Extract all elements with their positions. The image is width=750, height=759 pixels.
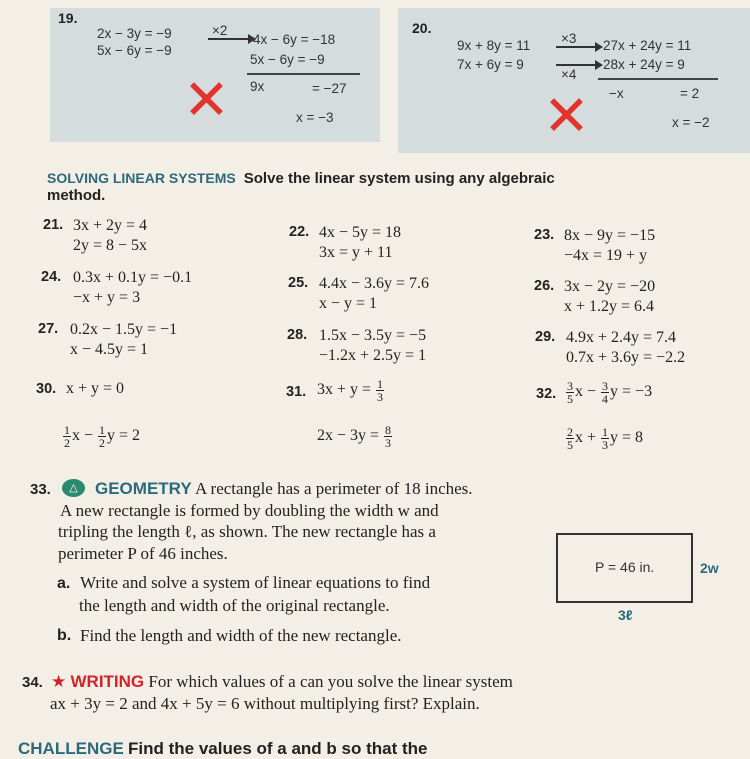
numerator: 1 bbox=[99, 423, 106, 437]
section-instruction-cont: method. bbox=[47, 187, 106, 204]
fraction bbox=[98, 424, 106, 449]
exercise-eq1: 4x − 5y = 18 bbox=[319, 224, 402, 241]
exercise-eq2: x + 1.2y = 6.4 bbox=[564, 298, 655, 315]
exercise-eq1: 4.9x + 2.4y = 7.4 bbox=[566, 329, 677, 346]
term: 2x − 3y = bbox=[317, 427, 380, 445]
problem-20-number: 20. bbox=[412, 20, 432, 36]
problem-34-number: 34. bbox=[22, 674, 43, 691]
figure-width-label: 2w bbox=[700, 560, 719, 576]
problem-20-scaled-eq2: 28x + 24y = 9 bbox=[603, 57, 685, 72]
arrow-head-icon bbox=[595, 60, 603, 70]
exercise-eq1: 0.3x + 0.1y = −0.1 bbox=[73, 269, 193, 286]
part-a-line2: the length and width of the original rectangle. bbox=[79, 596, 390, 615]
denominator: 2 bbox=[64, 436, 70, 450]
section-heading: SOLVING LINEAR SYSTEMS bbox=[47, 170, 236, 186]
term: y = 2 bbox=[107, 427, 141, 445]
fraction bbox=[601, 380, 609, 405]
exercise-28 bbox=[287, 326, 427, 364]
denominator: 3 bbox=[377, 390, 384, 404]
exercise-number: 22. bbox=[289, 224, 310, 240]
term: x + bbox=[575, 429, 597, 447]
exercise-eq2: x − 4.5y = 1 bbox=[70, 341, 149, 358]
denominator: 3 bbox=[602, 438, 609, 452]
exercise-32-eq2 bbox=[565, 426, 643, 451]
exercise-number: 26. bbox=[534, 278, 555, 294]
section-instruction: Solve the linear system using any algebraic bbox=[243, 170, 555, 187]
problem-19-eq2: 5x − 6y = −9 bbox=[97, 43, 172, 58]
term: x − bbox=[72, 427, 94, 445]
exercise-eq1: 3x − 2y = −20 bbox=[564, 278, 656, 295]
numerator: 1 bbox=[64, 423, 70, 437]
figure-length-label: 3ℓ bbox=[618, 607, 633, 623]
numerator: 1 bbox=[377, 377, 384, 391]
exercise-22 bbox=[289, 223, 402, 261]
exercise-30-eq1: x + y = 0 bbox=[66, 380, 125, 397]
fraction bbox=[63, 424, 71, 449]
geometry-label: GEOMETRY bbox=[95, 479, 192, 498]
exercise-32-eq1 bbox=[565, 380, 652, 405]
part-b-line1: Find the length and width of the new rectangle. bbox=[80, 626, 402, 645]
problem-20-eq1: 9x + 8y = 11 bbox=[457, 38, 531, 53]
part-a-line1: Write and solve a system of linear equations to find bbox=[80, 573, 431, 592]
exercise-eq1: 1.5x − 3.5y = −5 bbox=[319, 327, 427, 344]
exercise-eq1: 8x − 9y = −15 bbox=[564, 227, 656, 244]
exercise-eq2: −4x = 19 + y bbox=[564, 247, 648, 264]
exercise-number: 23. bbox=[534, 227, 555, 243]
problem-20-sum-line bbox=[598, 78, 718, 80]
problem-20-multiplier-1: ×3 bbox=[561, 31, 577, 46]
problem-19-result-left: 9x bbox=[250, 79, 265, 94]
exercise-21 bbox=[43, 216, 148, 254]
challenge-label: CHALLENGE bbox=[18, 739, 124, 758]
fraction bbox=[384, 424, 392, 449]
exercise-eq1: 4.4x − 3.6y = 7.6 bbox=[319, 275, 430, 292]
problem-33-line1 bbox=[95, 478, 473, 499]
problem-20-result-left: −x bbox=[609, 86, 624, 101]
arrow-icon bbox=[208, 38, 252, 40]
problem-19-answer: x = −3 bbox=[296, 110, 334, 125]
challenge-line bbox=[18, 738, 427, 759]
exercise-24 bbox=[41, 268, 193, 306]
problem-19-scaled-eq1: 4x − 6y = −18 bbox=[253, 32, 336, 47]
exercise-number: 27. bbox=[38, 321, 59, 337]
exercise-31-number: 31. bbox=[286, 384, 307, 400]
exercise-29 bbox=[535, 328, 686, 366]
numerator: 3 bbox=[602, 379, 609, 393]
wrong-mark-icon: ✕ bbox=[543, 84, 590, 147]
exercise-27 bbox=[38, 320, 178, 358]
problem-19-scaled-eq2: 5x − 6y = −9 bbox=[250, 52, 325, 67]
figure-perimeter-label: P = 46 in. bbox=[595, 559, 655, 575]
exercise-eq2: 0.7x + 3.6y = −2.2 bbox=[566, 349, 686, 366]
problem-20-scaled-eq1: 27x + 24y = 11 bbox=[603, 38, 692, 53]
challenge-text: Find the values of a and b so that the bbox=[128, 739, 428, 758]
denominator: 5 bbox=[567, 392, 573, 406]
term: x − bbox=[575, 383, 597, 401]
term: y = −3 bbox=[610, 383, 653, 401]
problem-19-multiplier: ×2 bbox=[212, 23, 228, 38]
exercise-26 bbox=[534, 277, 656, 315]
fraction bbox=[566, 426, 574, 451]
denominator: 3 bbox=[385, 436, 392, 450]
exercise-eq2: −1.2x + 2.5y = 1 bbox=[319, 347, 427, 364]
problem-34-line2: ax + 3y = 2 and 4x + 5y = 6 without multiplying first? Explain. bbox=[50, 694, 480, 713]
star-icon: ★ bbox=[51, 672, 67, 691]
exercise-number: 24. bbox=[41, 269, 62, 285]
denominator: 2 bbox=[99, 436, 106, 450]
section-heading-row bbox=[47, 170, 555, 188]
problem-19-sum-line bbox=[247, 73, 360, 75]
problem-19-result-right: = −27 bbox=[312, 81, 347, 96]
exercise-eq2: 3x = y + 11 bbox=[319, 244, 393, 261]
exercise-eq1: 0.2x − 1.5y = −1 bbox=[70, 321, 178, 338]
fraction bbox=[376, 378, 384, 403]
exercise-eq2: 2y = 8 − 5x bbox=[73, 237, 148, 254]
exercise-eq2: −x + y = 3 bbox=[73, 289, 141, 306]
geometry-icon: △ bbox=[62, 479, 85, 497]
exercise-number: 21. bbox=[43, 217, 64, 233]
arrow-head-icon bbox=[595, 42, 603, 52]
denominator: 4 bbox=[602, 392, 609, 406]
numerator: 3 bbox=[567, 379, 573, 393]
fraction bbox=[566, 380, 574, 405]
problem-34-text: For which values of a can you solve the linear system bbox=[148, 672, 513, 691]
problem-20-result-right: = 2 bbox=[680, 86, 700, 101]
exercise-number: 25. bbox=[288, 275, 309, 291]
numerator: 8 bbox=[385, 423, 392, 437]
problem-20-answer: x = −2 bbox=[672, 115, 710, 130]
exercise-23 bbox=[534, 226, 656, 264]
exercise-number: 28. bbox=[287, 327, 308, 343]
exercise-31-eq2 bbox=[317, 424, 393, 449]
exercise-30-number: 30. bbox=[36, 381, 57, 397]
problem-33-text: A rectangle has a perimeter of 18 inches. bbox=[194, 479, 473, 498]
exercise-31-eq1 bbox=[317, 378, 385, 403]
part-a-label: a. bbox=[57, 575, 71, 592]
exercise-32-number: 32. bbox=[536, 386, 557, 402]
exercise-30-eq2 bbox=[62, 424, 140, 449]
exercise-25 bbox=[288, 274, 430, 312]
exercise-eq1: 3x + 2y = 4 bbox=[73, 217, 148, 234]
exercise-eq2: x − y = 1 bbox=[319, 295, 378, 312]
problem-33-line2: A new rectangle is formed by doubling the width w and bbox=[60, 501, 439, 520]
problem-19-number: 19. bbox=[58, 10, 78, 26]
problem-20-eq2: 7x + 6y = 9 bbox=[457, 57, 524, 72]
problem-33-line4: perimeter P of 46 inches. bbox=[58, 544, 228, 563]
part-b-label: b. bbox=[57, 627, 72, 644]
exercise-number: 29. bbox=[535, 329, 556, 345]
problem-33-number: 33. bbox=[30, 481, 51, 498]
problem-19-eq1: 2x − 3y = −9 bbox=[97, 26, 172, 41]
term: y = 8 bbox=[610, 429, 644, 447]
arrow-icon bbox=[556, 64, 598, 66]
arrow-icon bbox=[556, 46, 598, 48]
numerator: 2 bbox=[567, 425, 573, 439]
problem-34-line1 bbox=[51, 671, 513, 692]
problem-33-line3: tripling the length ℓ, as shown. The new rectangle has a bbox=[58, 522, 436, 541]
numerator: 1 bbox=[602, 425, 609, 439]
fraction bbox=[601, 426, 609, 451]
wrong-mark-icon: ✕ bbox=[183, 68, 230, 131]
denominator: 5 bbox=[567, 438, 573, 452]
term: 3x + y = bbox=[317, 381, 372, 399]
writing-label: WRITING bbox=[70, 672, 145, 691]
problem-20-multiplier-2: ×4 bbox=[561, 67, 577, 82]
